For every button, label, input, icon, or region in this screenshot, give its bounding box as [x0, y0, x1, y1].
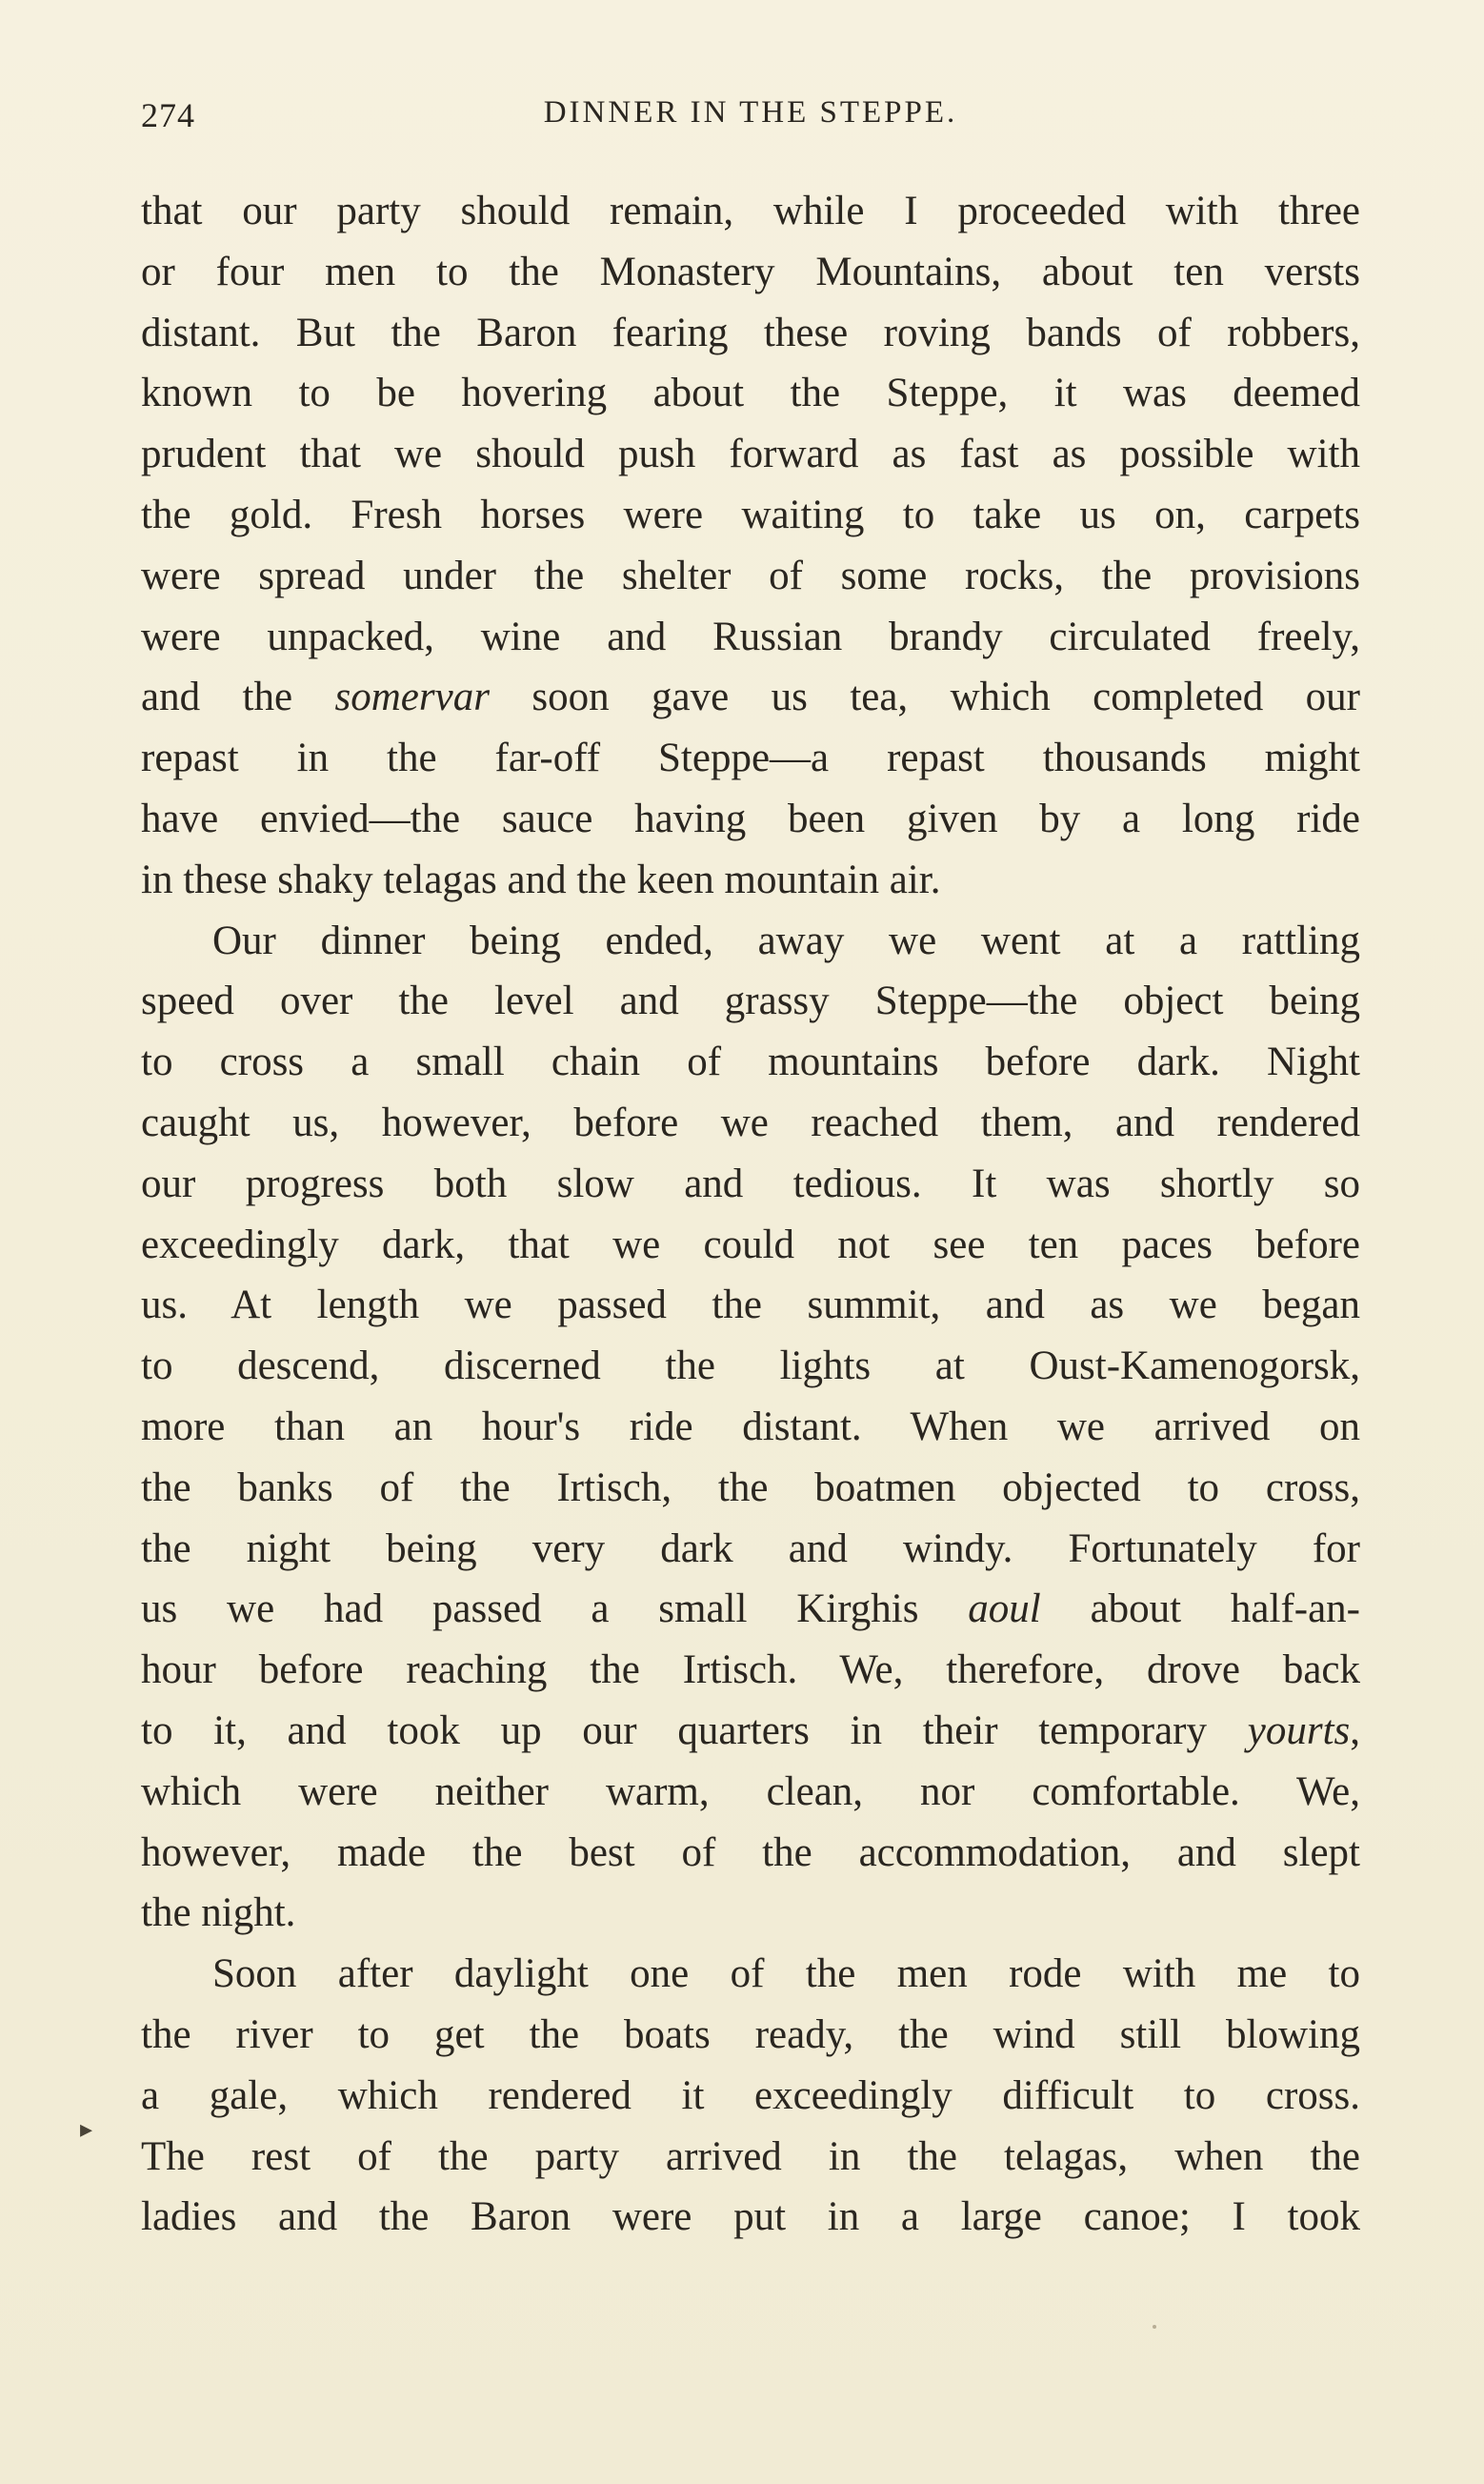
text-line: Soon after daylight one of the men rode with me to [212, 1951, 1360, 1997]
text-line: The rest of the party arrived in the telagas, when the [141, 2133, 1360, 2179]
text-line: in these shaky telagas and the keen mountain air. [141, 857, 941, 902]
text-line: that our party should remain, while I proceeded with three [141, 189, 1360, 233]
text-line: our progress both slow and tedious. It was shortly so [141, 1161, 1360, 1206]
text-line: however, made the best of the accommodation, and slept [141, 1829, 1360, 1875]
text-line: repast in the far-off Steppe—a repast thousands might [141, 736, 1360, 781]
text-line: the river to get the boats ready, the wind still blowing [141, 2011, 1360, 2057]
text-line: distant. But the Baron fearing these roving bands of robbers, [141, 310, 1360, 355]
paper-speck [1153, 2325, 1156, 2329]
running-head: DINNER IN THE STEPPE. [543, 95, 958, 130]
text-line: more than an hour's ride distant. When we arrived on [141, 1404, 1360, 1449]
text-line: known to be hovering about the Steppe, it was deemed [141, 371, 1360, 416]
text-line: which were neither warm, clean, nor comfortable. We, [141, 1768, 1360, 1814]
text-line: caught us, however, before we reached them, and rendered [141, 1100, 1360, 1145]
text-line: us we had passed a small Kirghis aoul about half-an- [141, 1586, 1360, 1632]
text-line: the night. [141, 1890, 296, 1936]
text-line: ladies and the Baron were put in a large canoe; I took [141, 2194, 1360, 2240]
text-line: prudent that we should push forward as fast as possible with [141, 432, 1360, 477]
text-line: or four men to the Monastery Mountains, about ten versts [141, 249, 1360, 294]
text-line: us. At length we passed the summit, and as we began [141, 1282, 1360, 1328]
text-line: were spread under the shelter of some rocks, the provisions [141, 553, 1360, 598]
text-line: the night being very dark and windy. Fortunately for [141, 1525, 1360, 1571]
italic-word: yourts [1247, 1707, 1351, 1753]
body-text [141, 181, 1360, 2248]
text-line: the gold. Fresh horses were waiting to take us on, carpets [141, 492, 1360, 537]
text-line: were unpacked, wine and Russian brandy circulated freely, [141, 614, 1360, 659]
margin-mark-icon: ▸ [80, 2115, 93, 2143]
text-line: to descend, discerned the lights at Oust-Kamenogorsk, [141, 1343, 1360, 1389]
page-number: 274 [141, 96, 195, 134]
text-line: exceedingly dark, that we could not see ten paces before [141, 1222, 1360, 1267]
text-line: a gale, which rendered it exceedingly difficult to cross. [141, 2072, 1360, 2118]
text-line: speed over the level and grassy Steppe—the object being [141, 979, 1360, 1024]
text-line: and the somervar soon gave us tea, which completed our [141, 675, 1360, 720]
italic-word: somervar [334, 675, 490, 720]
italic-word: aoul [968, 1586, 1041, 1632]
text-line: to it, and took up our quarters in their temporary yourts, [141, 1707, 1360, 1753]
text-line: to cross a small chain of mountains before dark. Night [141, 1040, 1360, 1085]
text-line: Our dinner being ended, away we went at a rattling [212, 918, 1360, 963]
text-line: hour before reaching the Irtisch. We, therefore, drove back [141, 1647, 1360, 1693]
text-line: have envied—the sauce having been given by a long ride [141, 796, 1360, 841]
text-line: the banks of the Irtisch, the boatmen objected to cross, [141, 1464, 1360, 1510]
page-header [141, 95, 1360, 143]
